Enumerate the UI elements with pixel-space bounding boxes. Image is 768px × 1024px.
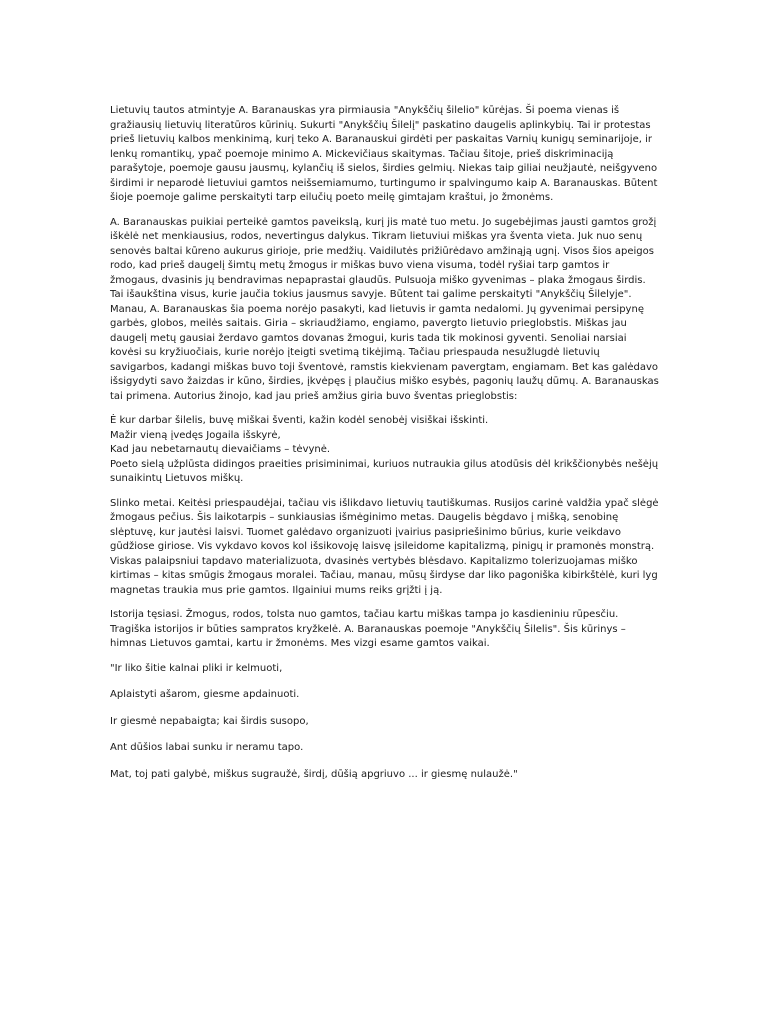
poem-line: Aplaistyti ašarom, giesme apdainuoti.: [110, 689, 300, 700]
verse-line: Kad jau nebetarnautų dievaičiams – tėvynė.: [110, 444, 331, 455]
poem-line: "Ir liko šitie kalnai pliki ir kelmuoti,: [110, 662, 283, 674]
quoted-verse: [110, 414, 660, 487]
paragraph-intro: Lietuvių tautos atmintyje A. Baranauskas yra pirmiausia "Anykščių šilelio" kūrėjas. Ši poema vienas iš gražiausių lietuvių literatūros kūrinių. Sukurti "Anykščių Šilelį" paskatino daugelis aplinkybių. Tai ir protestas prieš lietuvių kalbos menkinimą, kurį teko A. Baranauskui girdėti per paskaitas Varnių kunigų seminarijoje, ir lenkų romantikų, ypač poemoje minimo A. Mickevičiaus skaitymas. Tačiau šitoje, prieš diskriminaciją parašytoje, poemoje gausu jausmų, kylančių iš sielos, širdies gelmių. Niekas taip giliai neužjautė, neišgyveno širdimi ir neparodė lietuviui gamtos neišsemiamumo, turtingumo ir spalvingumo kaip A. Baranauskas. Būtent šioje poemoje galime perskaityti tarp eilučių poeto meilę gimtajam kraštui, jo žmonėms.: [110, 105, 658, 203]
poem-line: Ant dūšios labai sunku ir neramu tapo.: [110, 742, 304, 753]
paragraph-history: Slinko metai. Keitėsi priespaudėjai, tačiau vis išlikdavo lietuvių tautiškumas. Rusijos carinė valdžia ypač slėgė žmogaus pečius. Šis laikotarpis – sunkiausias išmėginimo metas. Daugelis bėgdavo į mišką, senobinę slėptuvę, kur jautėsi laisvi. Tuomet galėdavo organizuoti įvairius pasipriešinimo būrius, kurie veikdavo gūdžiose giriose. Vis vykdavo kovos kol išsikovoję laisvę įsileidome kapitalizmą, pinigų ir pramonės monstrą. Viskas palaipsniui tapdavo materializuota, dvasinės vertybės blėsdavo. Kapitalizmo tolerizuojamas miško kirtimas – kitas smūgis žmogaus moralei. Tačiau, manau, mūsų širdyse dar liko pagoniška kibirkštėlė, kuri lyg magnetas traukia mus prie gamtos. Ilgainiui mums reiks grįžti į ją.: [110, 497, 659, 596]
verse-commentary: Poeto sielą užplūsta didingos praeities prisiminimai, kuriuos nutraukia gilus atodūsis dėl krikščionybės nešėjų sunaikintų Lietuvos miškų.: [110, 458, 659, 484]
poem-line: Mat, toj pati galybė, miškus sugraužė, širdį, dūšią apgriuvo ... ir giesmę nulaužė.": [110, 768, 518, 780]
poem-line: Ir giesmė nepabaigta; kai širdis susopo,: [110, 715, 309, 727]
paragraph-nature: A. Baranauskas puikiai perteikė gamtos paveikslą, kurį jis matė tuo metu. Jo sugebėjimas jausti gamtos grožį iškėlė net menkiausius, rodos, nevertingus dalykus. Tikram lietuviui miškas yra šventa vieta. Juk nuo senų senovės baltai kūreno aukurus girioje, prie medžių. Vaidilutės prižiūrėdavo amžinąją ugnį. Visos šios apeigos rodo, kad prieš daugelį šimtų metų žmogus ir miškas buvo viena visuma, todėl ryšiai tarp gamtos ir žmogaus, dvasinis jų bendravimas nepaprastai glaudūs. Pulsuoja miško gyvenimas – plaka žmogaus širdis. Tai išaukština visus, kurie jaučia tokius jausmus savyje. Būtent tai galime perskaityti "Anykščių Šilelyje". Manau, A. Baranauskas šia poema norėjo pasakyti, kad lietuvis ir gamta nedalomi. Jų gyvenimai persipynę garbės, globos, meilės saitais. Giria – skriaudžiamo, engiamo, pavergto lietuvio prieglobstis. Miškas jau daugelį metų gausiai žerdavo gamtos dovanas žmogui, kuris tada tik mokinosi gyventi. Senoliai narsiai kovėsi su kryžiuočiais, kurie norėjo įteigti svetimą tikėjimą. Tačiau priespauda nesužlugdė lietuvių savigarbos, kadangi miškas buvo toji šventovė, ramstis kiekvienam pavergtam, engiamam. Bet kas galėdavo išsigydyti savo žaizdas ir kūno, širdies, įkvėpęs į plaučius miško esybės, pagonių laužų dūmų. A. Baranauskas tai primena. Autorius žinojo, kad jau prieš amžius giria buvo šventas prieglobstis:: [110, 216, 659, 402]
verse-line: Ė kur darbar šilelis, buvę miškai šventi, kažin kodėl senobėj visiškai išskinti.: [110, 415, 489, 426]
document-body: [110, 104, 660, 782]
verse-line: Mažir vieną įvedęs Jogaila išskyrė,: [110, 429, 281, 441]
paragraph-conclusion: Istorija tęsiasi. Žmogus, rodos, tolsta nuo gamtos, tačiau kartu miškas tampa jo kasdieniniu rūpesčiu. Tragiška istorijos ir būties sampratos kryžkelė. A. Baranauskas poemoje "Anykščių Šilelis". Šis kūrinys – himnas Lietuvos gamtai, kartu ir žmonėms. Mes vizgi esame gamtos vaikai.: [110, 609, 626, 649]
